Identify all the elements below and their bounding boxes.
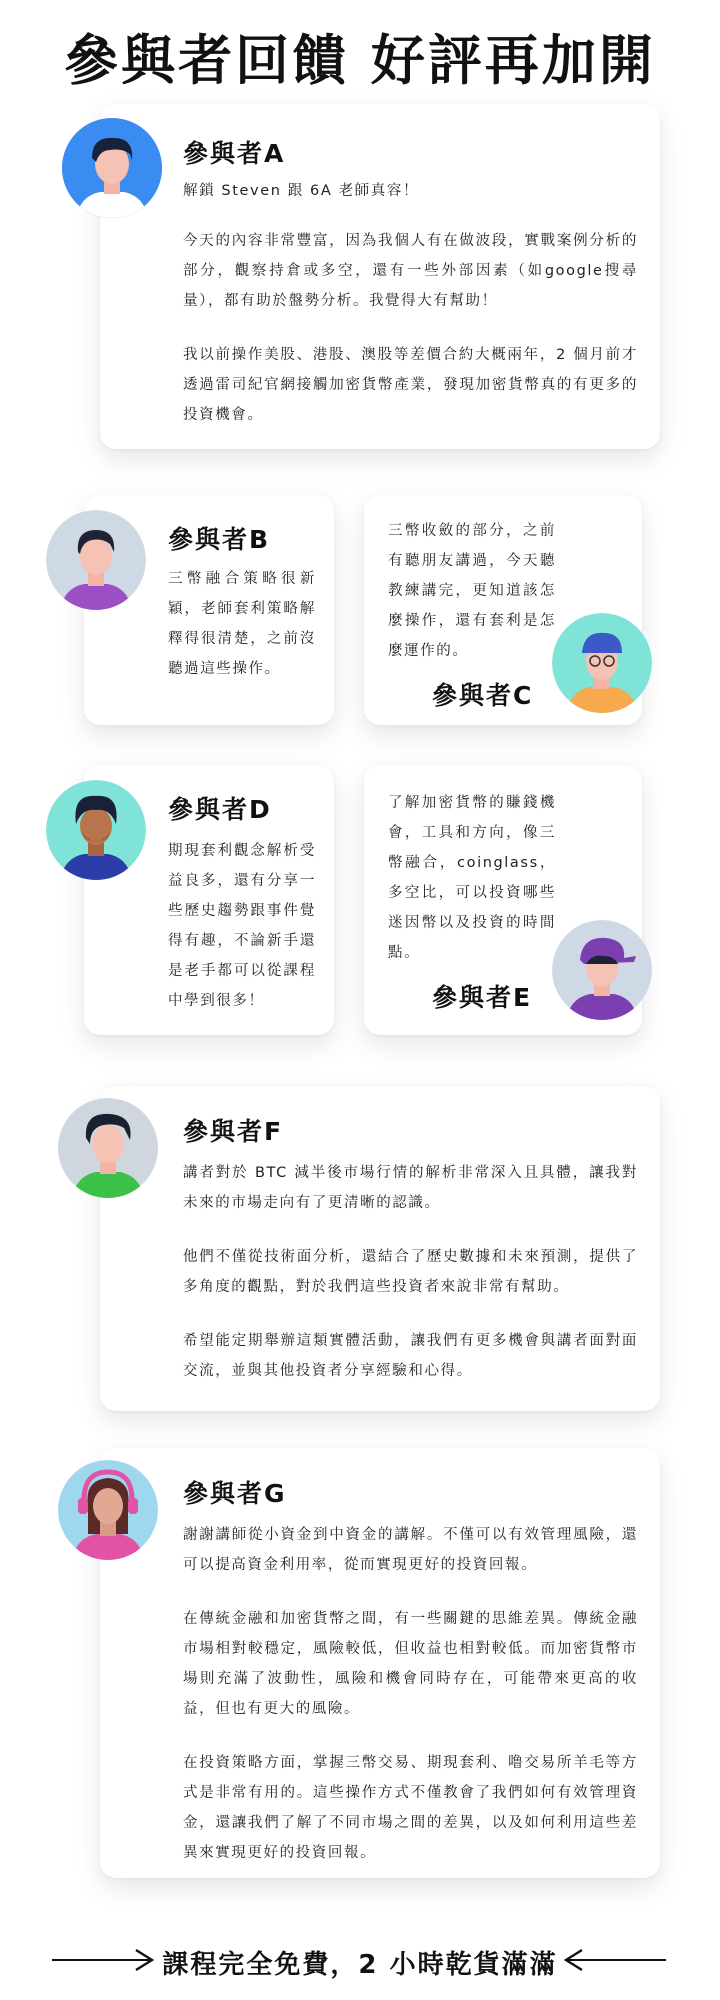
avatar-b [46,510,146,610]
arrow-left-icon [562,1948,666,1972]
participant-name-a: 參與者A [183,139,286,168]
avatar-f [58,1098,158,1198]
avatar-c [552,613,652,713]
testimonial-body-g [183,1520,638,1868]
testimonial-paragraph: 今天的內容非常豐富，因為我個人有在做波段，實戰案例分析的部分，觀察持倉或多空，還有一些外部因素（如google搜尋量），都有助於盤勢分析。我覺得大有幫助！ [183,233,638,309]
testimonial-body-d: 期現套利觀念解析受益良多，還有分享一些歷史趨勢跟事件覺得有趣，不論新手還是老手都可以從課程中學到很多！ [168,843,316,1009]
avatar-d [46,780,146,880]
avatar-e [552,920,652,1020]
participant-name-b: 參與者B [168,525,271,554]
testimonial-body-a [183,226,638,430]
page-title: 參與者回饋 好評再加開 [64,29,656,92]
testimonial-body-f [183,1158,638,1386]
testimonial-body-b: 三幣融合策略很新穎，老師套利策略解釋得很清楚，之前沒聽過這些操作。 [168,571,316,677]
testimonial-paragraph: 在投資策略方面，掌握三幣交易、期現套利、噜交易所羊毛等方式是非常有用的。這些操作方式不僅教會了我們如何有效管理資金，還讓我們了解了不同市場之間的差異，以及如何利用這些差異來實現更好的投資回報。 [183,1755,638,1861]
participant-name-c: 參與者C [432,681,534,710]
footer-banner [0,1940,720,1984]
testimonial-body-c: 三幣收斂的部分，之前有聽朋友講過，今天聽教練講完，更知道該怎麼操作，還有套利是怎麼運作的。 [388,523,556,659]
testimonial-paragraph: 謝謝講師從小資金到中資金的講解。不僅可以有效管理風險，還可以提高資金利用率，從而實現更好的投資回報。 [183,1527,638,1573]
testimonial-paragraph: 他們不僅從技術面分析，還結合了歷史數據和未來預測，提供了多角度的觀點，對於我們這些投資者來說非常有幫助。 [183,1249,638,1295]
participant-name-e: 參與者E [432,983,533,1012]
testimonial-paragraph: 在傳統金融和加密貨幣之間，有一些關鍵的思維差異。傳統金融市場相對較穩定，風險較低，但收益也相對較低。而加密貨幣市場則充滿了波動性，風險和機會同時存在，可能帶來更高的收益，但也有更大的風險。 [183,1611,638,1717]
testimonial-paragraph: 希望能定期舉辦這類實體活動，讓我們有更多機會與講者面對面交流，並與其他投資者分享經驗和心得。 [183,1333,638,1379]
participant-name-f: 參與者F [183,1117,284,1146]
testimonial-paragraph: 我以前操作美股、港股、澳股等差價合約大概兩年，2 個月前才透過雷司紀官網接觸加密貨幣產業，發現加密貨幣真的有更多的投資機會。 [183,347,638,423]
footer-text: 課程完全免費，2 小時乾貨滿滿 [162,1950,558,1980]
testimonial-body-e: 了解加密貨幣的賺錢機會，工具和方向，像三幣融合，coinglass，多空比，可以投資哪些迷因幣以及投資的時間點。 [388,795,556,961]
participant-name-d: 參與者D [168,795,272,824]
testimonial-paragraph: 講者對於 BTC 減半後市場行情的解析非常深入且具體，讓我對未來的市場走向有了更清晰的認識。 [183,1165,638,1211]
participant-subtitle-a: 解鎖 Steven 跟 6A 老師真容！ [183,183,420,199]
avatar-g [58,1460,158,1560]
avatar-a [62,118,162,218]
participant-name-g: 參與者G [183,1479,287,1508]
